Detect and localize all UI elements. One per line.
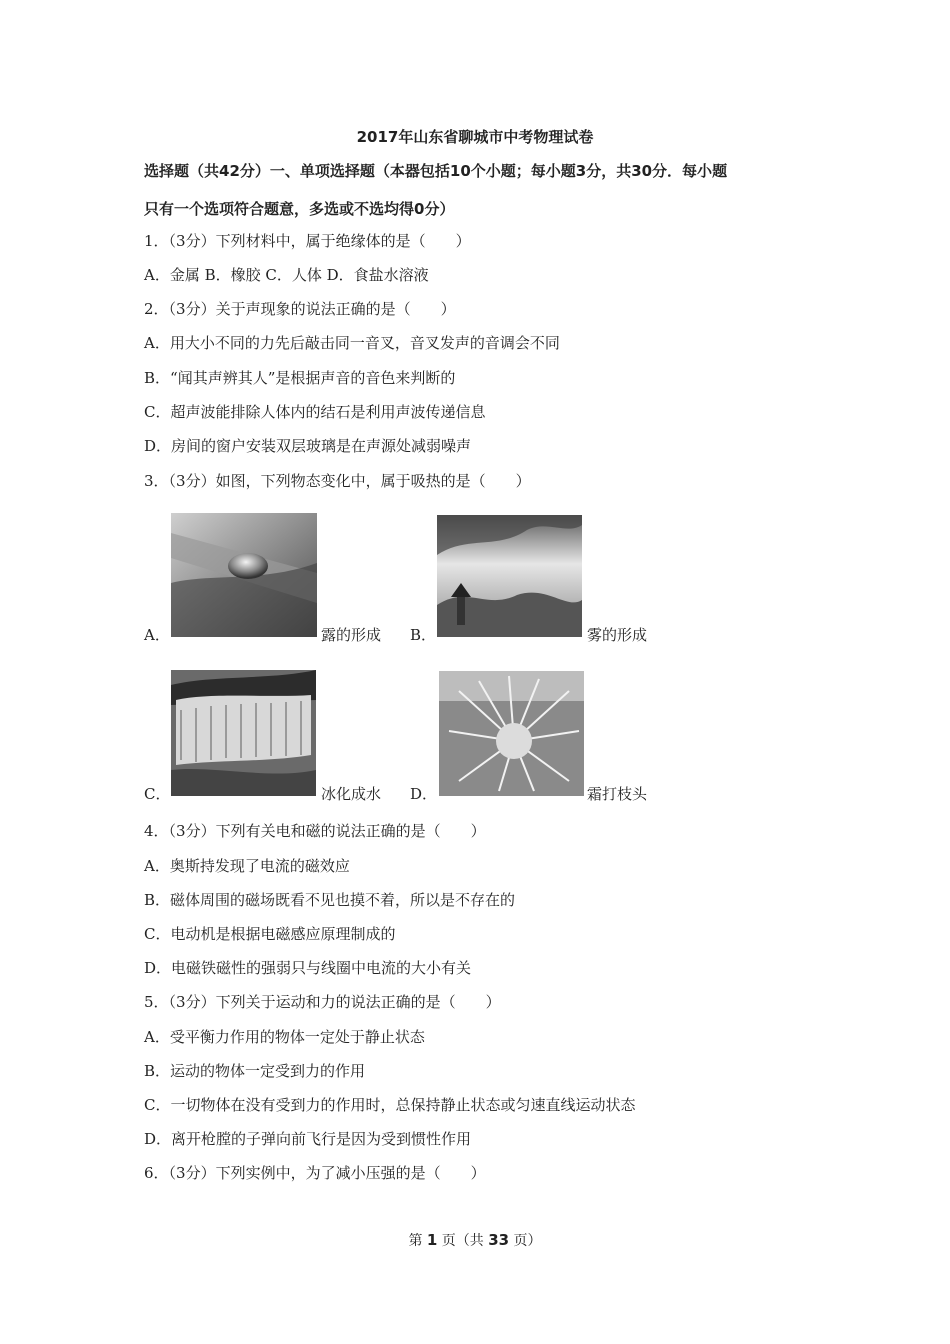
figure-a-letter: A． (144, 626, 170, 644)
figure-b-caption: 雾的形成 (587, 626, 648, 644)
section-header-line-2: 只有一个选项符合题意，多选或不选均得0分） (144, 200, 455, 218)
question-5-option-d: D．离开枪膛的子弹向前飞行是因为受到惯性作用 (144, 1130, 472, 1148)
question-4-option-a: A．奥斯持发现了电流的磁效应 (144, 857, 350, 875)
question-4-stem: 4．（3分）下列有关电和磁的说法正确的是（ ） (144, 822, 486, 840)
question-5-option-b: B．运动的物体一定受到力的作用 (144, 1062, 366, 1080)
figure-d-letter: D． (410, 785, 438, 803)
figure-c-caption: 冰化成水 (321, 785, 382, 803)
dew-photo (171, 513, 317, 637)
footer-prefix: 第 (408, 1233, 427, 1249)
frost-photo (439, 671, 584, 796)
page-footer (0, 1230, 950, 1250)
question-2-option-c: C．超声波能排除人体内的结石是利用声波传递信息 (144, 403, 486, 421)
question-2-option-b: B．“闻其声辨其人”是根据声音的音色来判断的 (144, 369, 456, 387)
section-header-line-1: 选择题（共42分）一、单项选择题（本器包括10个小题；每小题3分，共30分．每小题 (144, 162, 728, 180)
footer-page-number: 1 (426, 1231, 438, 1249)
ice-melting-photo (171, 670, 316, 796)
figure-c-letter: C． (144, 785, 171, 803)
question-4-option-b: B．磁体周围的磁场既看不见也摸不着，所以是不存在的 (144, 891, 516, 909)
question-5-stem: 5．（3分）下列关于运动和力的说法正确的是（ ） (144, 993, 501, 1011)
question-5-option-a: A．受平衡力作用的物体一定处于静止状态 (144, 1028, 425, 1046)
question-1-stem: 1．（3分）下列材料中，属于绝缘体的是（ ） (144, 232, 471, 250)
question-2-stem: 2．（3分）关于声现象的说法正确的是（ ） (144, 300, 456, 318)
question-6-stem: 6．（3分）下列实例中，为了减小压强的是（ ） (144, 1164, 486, 1182)
question-4-option-d: D．电磁铁磁性的强弱只与线圈中电流的大小有关 (144, 959, 472, 977)
page-title: 2017年山东省聊城市中考物理试卷 (356, 128, 594, 146)
question-5-option-c: C．一切物体在没有受到力的作用时，总保持静止状态或匀速直线运动状态 (144, 1096, 636, 1114)
footer-suffix: 页） (509, 1233, 542, 1249)
question-2-option-a: A．用大小不同的力先后敲击同一音叉，音叉发声的音调会不同 (144, 334, 560, 352)
question-2-option-d: D．房间的窗户安装双层玻璃是在声源处减弱噪声 (144, 437, 472, 455)
question-3-stem: 3．（3分）如图，下列物态变化中，属于吸热的是（ ） (144, 472, 531, 490)
figure-b-letter: B． (410, 626, 437, 644)
footer-total-pages: 33 (488, 1231, 510, 1249)
figure-d-caption: 霜打枝头 (587, 785, 648, 803)
question-1-options: A．金属 B．橡胶 C．人体 D．食盐水溶液 (144, 266, 429, 284)
question-4-option-c: C．电动机是根据电磁感应原理制成的 (144, 925, 396, 943)
fog-photo (437, 515, 582, 637)
footer-middle: 页（共 (437, 1233, 489, 1249)
figure-a-caption: 露的形成 (321, 626, 382, 644)
